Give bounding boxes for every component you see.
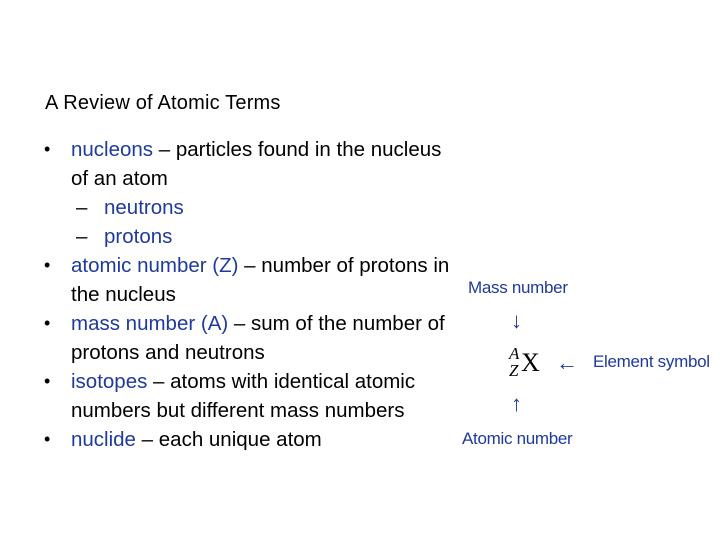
- bullet-term: mass number (A): [71, 312, 229, 335]
- bullet-text: – sum of the number of protons and neutrons: [71, 312, 445, 364]
- sub-term: protons: [104, 225, 173, 248]
- bullet-text: – number of protons in the nucleus: [71, 254, 450, 306]
- bullet-term: isotopes: [71, 370, 148, 393]
- isotope-notation-figure: [455, 270, 715, 460]
- sub-dash: –: [76, 196, 88, 219]
- atomic-number-symbol: Z: [509, 361, 519, 380]
- bullet-term: nuclide: [71, 428, 136, 451]
- sub-item: [44, 193, 454, 222]
- bullet-text: – each unique atom: [135, 428, 322, 451]
- bullet-dot: •: [44, 255, 51, 275]
- arrow-up-icon: ↑: [511, 391, 522, 416]
- element-symbol: X: [521, 348, 540, 377]
- atomic-number-label: Atomic number: [462, 429, 573, 448]
- bullet-dot: •: [44, 371, 51, 391]
- bullet-item: [44, 135, 454, 193]
- bullet-item: [44, 367, 454, 425]
- bullet-item: [44, 425, 454, 454]
- element-symbol-label: Element symbol: [593, 352, 710, 371]
- bullet-item: [44, 309, 454, 367]
- bullet-dot: •: [44, 139, 51, 159]
- isotope-symbol: [507, 344, 547, 388]
- bullet-term: atomic number (Z): [71, 254, 239, 277]
- arrow-down-icon: ↓: [511, 308, 522, 333]
- sub-item: [44, 222, 454, 251]
- bullet-term: nucleons: [71, 138, 154, 161]
- sub-dash: –: [76, 225, 88, 248]
- sub-term: neutrons: [104, 196, 184, 219]
- bullet-dot: •: [44, 429, 51, 449]
- arrow-left-icon: ←: [556, 350, 578, 375]
- bullet-dot: •: [44, 313, 51, 333]
- bullet-list: [44, 135, 454, 454]
- mass-number-label: Mass number: [468, 278, 568, 297]
- bullet-text: – atoms with identical atomic numbers but different mass numbers: [71, 370, 416, 422]
- mass-number-symbol: A: [509, 344, 520, 363]
- slide-title: A Review of Atomic Terms: [45, 92, 281, 114]
- bullet-item: [44, 251, 454, 309]
- bullet-text: – particles found in the nucleus of an atom: [71, 138, 442, 190]
